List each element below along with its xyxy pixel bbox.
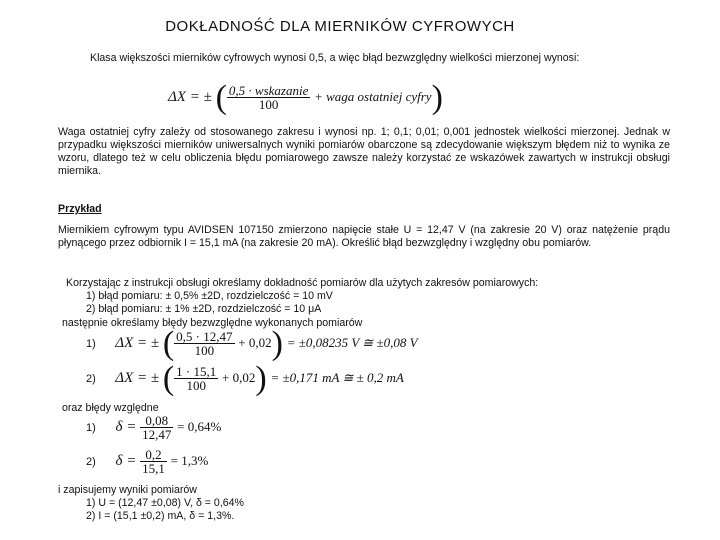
eq-lhs: δ = bbox=[115, 452, 137, 469]
eq-denominator: 100 bbox=[194, 343, 215, 358]
eq-label: 2) bbox=[86, 455, 96, 468]
eq-result: = 0,64% bbox=[177, 418, 222, 434]
eq-numerator: 1 · 15,1 bbox=[176, 364, 217, 379]
formula-numerator: 0,5 · wskazanie bbox=[228, 83, 309, 98]
eq-numerator: 0,08 bbox=[140, 414, 173, 428]
relative-equation bbox=[86, 448, 208, 475]
instruction-text: Korzystając z instrukcji obsługi określamy dokładność pomiarów dla użytych zakresów pomiarowych: bbox=[66, 277, 539, 289]
eq-lhs: ΔX = ± bbox=[115, 369, 160, 386]
formula-fraction bbox=[227, 84, 310, 111]
eq-label: 1) bbox=[86, 421, 96, 434]
main-formula: ΔX = ± ( $\frac{\text{0,5 · wskazanie}}{100}$ + waga ostatniej cyfry) bbox=[168, 79, 443, 116]
eq-fraction bbox=[174, 330, 234, 357]
formula-lhs: ΔX = ± bbox=[168, 88, 212, 105]
example-paragraph: Miernikiem cyfrowym typu AVIDSEN 107150 zmierzono napięcie stałe U = 12,47 V (na zakresie 20 V) oraz natężenie prądu płynącego przez odbiornik I = 15,1 mA (na zakresie 20 mA). Określić błąd bezwzględny i względny obu pomiarów. bbox=[58, 224, 670, 249]
absolute-equation: 1) ΔX = ± ( $\frac{0,5 \cdot 12,47}{100}$ + 0,02) = ±0,08235 V ≅ ±0,08 V bbox=[86, 325, 418, 362]
formula-denominator: 100 bbox=[258, 97, 279, 112]
eq-result: = ±0,171 mA ≅ ± 0,2 mA bbox=[270, 369, 404, 385]
eq-fraction bbox=[140, 414, 173, 441]
example-heading: Przykład bbox=[58, 203, 102, 215]
relative-equation bbox=[86, 414, 221, 441]
absolute-heading: następnie określamy błędy bezwzględne wykonanych pomiarów bbox=[62, 317, 363, 329]
intro-paragraph: Klasa większości mierników cyfrowych wynosi 0,5, a więc błąd bezwzględny wielkości mierzonej wynosi: bbox=[90, 52, 580, 64]
eq-plus: + 0,02 bbox=[222, 369, 256, 385]
weight-paragraph: Waga ostatniej cyfry zależy od stosowanego zakresu i wynosi np. 1; 0,1; 0,01; 0,001 jednostek wielkości mierzonej. Jednak w przypadku większości mierników uniwersalnych wyniki pomiarów obarczone są zdecydowanie większym błędem niż to wynika ze wzoru, dlatego też w celu obliczenia błędu pomiarowego zawsze należy korzystać ze wskazówek zawartych w instrukcji obsługi miernika. bbox=[58, 126, 670, 177]
accuracy-line: 1) błąd pomiaru: ± 0,5% ±2D, rozdzielczość = 10 mV bbox=[86, 290, 333, 302]
eq-label: 1) bbox=[86, 337, 96, 350]
eq-plus: + 0,02 bbox=[238, 334, 272, 350]
eq-result: = ±0,08235 V ≅ ±0,08 V bbox=[286, 334, 418, 350]
eq-lhs: δ = bbox=[115, 418, 137, 435]
eq-fraction bbox=[174, 365, 218, 392]
eq-denominator: 12,47 bbox=[142, 427, 172, 442]
eq-fraction bbox=[140, 448, 167, 475]
results-heading: i zapisujemy wyniki pomiarów bbox=[58, 484, 197, 496]
result-line: 1) U = (12,47 ±0,08) V, δ = 0,64% bbox=[86, 497, 244, 509]
relative-heading: oraz błędy względne bbox=[62, 402, 159, 414]
eq-result: = 1,3% bbox=[170, 452, 209, 468]
formula-tail: + waga ostatniej cyfry bbox=[314, 88, 432, 104]
eq-numerator: 0,2 bbox=[140, 448, 167, 462]
eq-denominator: 100 bbox=[186, 378, 206, 393]
accuracy-line: 2) błąd pomiaru: ± 1% ±2D, rozdzielczość = 10 μA bbox=[86, 303, 322, 315]
eq-label: 2) bbox=[86, 372, 96, 385]
result-line: 2) I = (15,1 ±0,2) mA, δ = 1,3%. bbox=[86, 510, 235, 522]
eq-denominator: 15,1 bbox=[142, 461, 165, 476]
eq-numerator: 0,5 · 12,47 bbox=[176, 329, 233, 344]
absolute-equation: 2) ΔX = ± ( $\frac{1 \cdot 15,1}{100}$ + 0,02) = ±0,171 mA ≅ ± 0,2 mA bbox=[86, 360, 404, 397]
page-title: DOKŁADNOŚĆ DLA MIERNIKÓW CYFROWYCH bbox=[165, 18, 515, 35]
eq-lhs: ΔX = ± bbox=[115, 334, 160, 351]
